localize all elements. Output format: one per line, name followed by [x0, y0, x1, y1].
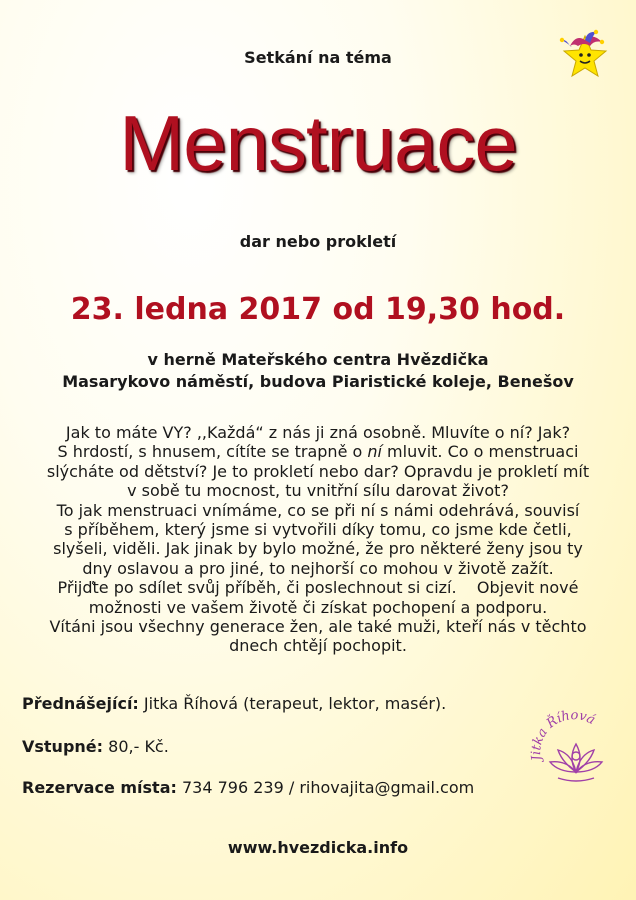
description-line: v sobě tu mocnost, tu vnitřní sílu darovat život?	[127, 481, 509, 501]
lecturer-value: Jitka Říhová (terapeut, lektor, masér).	[138, 694, 447, 713]
venue-line-2: Masarykovo náměstí, budova Piaristické koleje, Benešov	[62, 372, 574, 391]
description-line: s příběhem, který jsme si vytvořili díky tomu, co jsme kde četli,	[64, 520, 572, 540]
entry-fee-info	[22, 737, 169, 756]
booking-info	[22, 778, 474, 797]
logo-text: Jitka Říhová	[529, 708, 598, 762]
description-line: dny oslavou a pro jiné, to nejhorší co mohou v životě zažít.	[82, 558, 554, 578]
tagline: dar nebo prokletí	[239, 232, 397, 251]
lotus-icon	[528, 702, 618, 788]
jester-star-icon	[556, 28, 614, 86]
booking-label: Rezervace místa:	[22, 778, 177, 797]
booking-value: 734 796 239 / rihovajita@gmail.com	[176, 778, 475, 797]
description-line: dnech chtějí pochopit.	[229, 636, 407, 656]
entry-value: 80,- Kč.	[103, 737, 169, 756]
subtitle-top: Setkání na téma	[244, 48, 392, 67]
venue-line-1: v herně Mateřského centra Hvězdička	[147, 350, 489, 369]
description	[20, 423, 616, 656]
lecturer-info	[22, 694, 446, 713]
description-line: slýcháte od dětství? Je to prokletí nebo dar? Opravdu je prokletí mít	[46, 461, 590, 481]
description-line: Přijďte po sdílet svůj příběh, či poslechnout si cizí. Objevit nové	[57, 578, 579, 598]
lecturer-label: Přednášející:	[22, 694, 139, 713]
description-line: slyšeli, viděli. Jak jinak by bylo možné, že pro některé ženy jsou ty	[53, 539, 583, 559]
description-line: Jak to máte VY? ,,Každá“ z nás ji zná osobně. Mluvíte o ní? Jak?	[65, 423, 571, 442]
description-line: To jak menstruaci vnímáme, co se při ní s námi odehrává, souvisí	[56, 500, 580, 520]
event-date: 23. ledna 2017 od 19,30 hod.	[70, 292, 566, 327]
website-link[interactable]: www.hvezdicka.info	[227, 838, 409, 857]
description-line: S hrdostí, s hnusem, cítíte se trapně o ní mluvit. Co o menstruaci	[57, 442, 579, 462]
description-line: možnosti ve vašem životě či získat pochopení a podporu.	[88, 597, 548, 617]
main-title: Menstruace	[119, 99, 517, 187]
svg-text:Jitka Říhová	[529, 708, 598, 764]
emphasis: ní	[367, 442, 382, 462]
description-line: Vítáni jsou všechny generace žen, ale také muži, kteří nás v těchto	[49, 617, 587, 637]
entry-label: Vstupné:	[22, 737, 104, 756]
